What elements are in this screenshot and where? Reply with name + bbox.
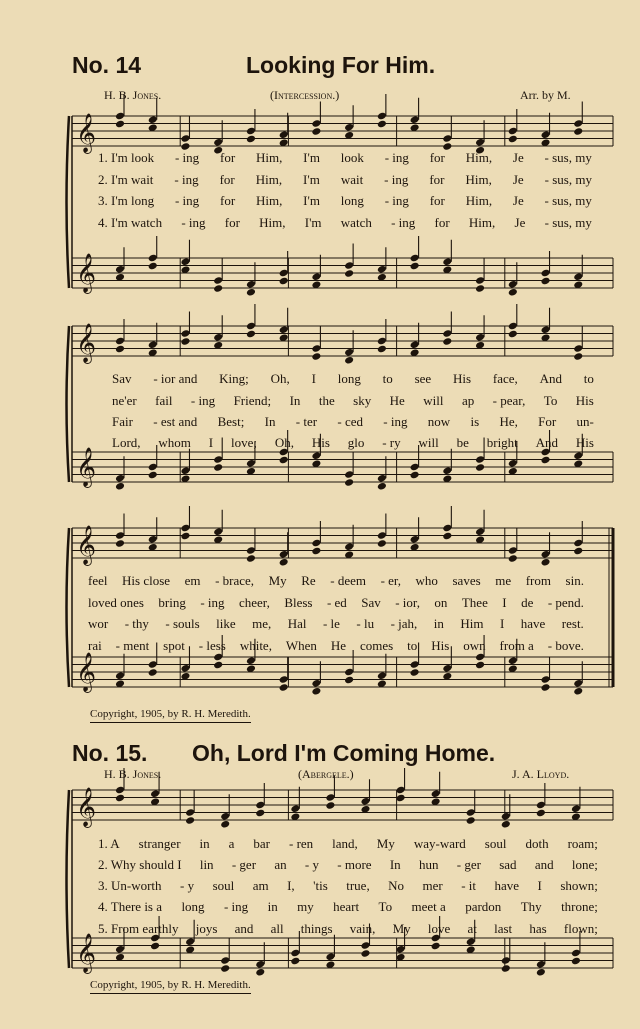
lyric-syllable: own [463, 638, 486, 653]
lyric-syllable: Je [512, 172, 524, 187]
lyric-syllable: - ing [190, 393, 216, 408]
lyric-syllable: I [502, 595, 507, 610]
lyric-syllable: way-ward [413, 836, 466, 851]
lyric-syllable: - ing [200, 595, 225, 610]
lyric-syllable: I [208, 435, 214, 450]
lyric-syllable: wait [340, 172, 364, 187]
lyric-syllable: In [264, 414, 276, 429]
lyric-syllable: - ing [174, 172, 199, 187]
lyric-syllable: joys [195, 921, 218, 936]
lyric-syllable: meet a [411, 899, 446, 914]
lyric-syllable: for [224, 215, 240, 230]
hymn-14-arranger: Arr. by M. [520, 88, 571, 102]
lyric-syllable: in [199, 836, 210, 851]
lyric-syllable: - jah, [390, 616, 418, 631]
lyric-syllable: - sus, my [544, 150, 592, 165]
lyric-syllable: my [297, 899, 314, 914]
lyric-syllable: sad [499, 857, 517, 872]
lyric-syllable: bright [486, 435, 518, 450]
lyric-syllable: soul [212, 878, 235, 893]
lyric-syllable: - ger [456, 857, 481, 872]
lyric-syllable: Him, [465, 193, 493, 208]
lyric-syllable: Him, [468, 215, 496, 230]
lyric-syllable: - it [461, 878, 477, 893]
lyric-syllable: - sus, my [544, 193, 592, 208]
lyric-syllable: Oh, [270, 371, 290, 386]
lyric-syllable: - ment [115, 638, 150, 653]
lyric-syllable: Thy [520, 899, 542, 914]
lyric-syllable: Bless [284, 595, 313, 610]
lyric-syllable: King; [219, 371, 249, 386]
lyric-syllable: - souls [165, 616, 200, 631]
lyric-syllable: for [219, 172, 235, 187]
lyric-syllable: 5. From earthly [98, 921, 179, 936]
lyric-syllable: roam; [567, 836, 598, 851]
svg-text:𝄞: 𝄞 [76, 933, 97, 973]
lyric-syllable: me [495, 573, 512, 588]
hymn-15-number: No. 15. [72, 740, 148, 766]
lyric-syllable: shown; [560, 878, 598, 893]
lyric-syllable: - ing [384, 150, 409, 165]
lyric-line [112, 393, 594, 409]
lyric-syllable: in [267, 899, 278, 914]
lyric-syllable: His [575, 393, 594, 408]
lyric-line [112, 435, 594, 451]
lyric-syllable: loved ones [88, 595, 144, 610]
lyric-syllable: I [311, 371, 316, 386]
lyric-syllable: I'm [303, 193, 320, 208]
lyric-syllable: And [539, 371, 562, 386]
lyric-syllable: - ter [295, 414, 318, 429]
lyric-syllable: love [427, 921, 451, 936]
lyric-syllable: lone; [571, 857, 598, 872]
lyric-syllable: from a [499, 638, 534, 653]
svg-text:𝄞: 𝄞 [76, 525, 97, 565]
lyric-syllable: He, [499, 414, 518, 429]
lyric-syllable: - ed [326, 595, 347, 610]
lyric-syllable: - ior and [153, 371, 198, 386]
lyric-syllable: No [388, 878, 405, 893]
lyric-syllable: un- [576, 414, 594, 429]
lyric-syllable: My [392, 921, 411, 936]
lyric-syllable: 2. Why should I [98, 857, 182, 872]
lyric-syllable: see [414, 371, 432, 386]
lyric-line [98, 215, 592, 231]
lyric-syllable: de [521, 595, 534, 610]
lyric-syllable: flown; [563, 921, 598, 936]
lyric-syllable: - ing [384, 193, 409, 208]
lyric-syllable: - ing [383, 414, 408, 429]
lyric-syllable: When [285, 638, 317, 653]
lyric-syllable: Him, [255, 193, 283, 208]
lyric-syllable: sin. [565, 573, 584, 588]
lyric-syllable: Friend; [233, 393, 272, 408]
lyric-syllable: for [429, 150, 445, 165]
lyric-syllable: And [535, 435, 559, 450]
lyric-syllable: glo [347, 435, 365, 450]
lyric-syllable: - ced [337, 414, 363, 429]
lyric-syllable: throne; [561, 899, 598, 914]
lyric-syllable: - sus, my [544, 172, 592, 187]
lyric-line [98, 878, 598, 894]
lyric-syllable: For [538, 414, 557, 429]
lyric-line [98, 836, 598, 852]
lyric-syllable: em [184, 573, 201, 588]
lyric-syllable: Fair [112, 414, 133, 429]
lyric-syllable: at [467, 921, 477, 936]
lyric-syllable: 3. Un-worth [98, 878, 162, 893]
lyric-syllable: - thy [124, 616, 149, 631]
lyric-syllable: I'm [304, 215, 322, 230]
lyric-syllable: comes [359, 638, 394, 653]
lyric-syllable: - pend. [547, 595, 584, 610]
svg-text:𝄞: 𝄞 [76, 253, 97, 293]
lyric-syllable: Him, [255, 172, 283, 187]
lyric-syllable: things [300, 921, 333, 936]
hymn-15-copyright: Copyright, 1905, by R. H. Meredith. [90, 979, 251, 991]
lyric-syllable: and [234, 921, 254, 936]
lyric-line [98, 857, 598, 873]
hymn-14-copyright: Copyright, 1905, by R. H. Meredith. [90, 708, 251, 720]
lyric-syllable: His close [122, 573, 171, 588]
lyric-syllable: Je [512, 193, 524, 208]
lyric-syllable: long [337, 371, 361, 386]
lyric-syllable: sky [353, 393, 372, 408]
lyric-syllable: will [418, 435, 439, 450]
lyric-syllable: - y [180, 878, 195, 893]
lyric-syllable: - le [322, 616, 340, 631]
lyric-syllable: - ing [181, 215, 206, 230]
lyric-syllable: bring [158, 595, 186, 610]
lyric-syllable: bar [253, 836, 270, 851]
lyric-syllable: He [330, 638, 347, 653]
lyric-syllable: Je [512, 150, 524, 165]
lyric-syllable: to [407, 638, 418, 653]
lyric-syllable: face, [492, 371, 518, 386]
lyric-syllable: for [219, 150, 236, 165]
lyric-syllable: I [499, 616, 505, 631]
hymn-14-tune: (Intercession.) [270, 88, 340, 102]
lyric-syllable: for [429, 193, 445, 208]
lyric-syllable: all [270, 921, 284, 936]
lyric-syllable: soul [484, 836, 507, 851]
svg-text:𝄞: 𝄞 [76, 652, 97, 692]
lyric-line [112, 414, 594, 430]
lyric-syllable: In [289, 393, 301, 408]
svg-text:𝄞: 𝄞 [76, 447, 97, 487]
lyric-syllable: Best; [217, 414, 245, 429]
lyric-syllable: white, [239, 638, 272, 653]
svg-text:𝄞: 𝄞 [76, 113, 97, 153]
lyric-syllable: rest. [561, 616, 584, 631]
lyric-syllable: for [434, 215, 450, 230]
lyric-syllable: mer [422, 878, 443, 893]
lyric-syllable: - ren [288, 836, 314, 851]
lyric-syllable: - y [304, 857, 319, 872]
lyric-line [88, 595, 584, 611]
lyric-syllable: - ry [382, 435, 401, 450]
lyric-syllable: - lu [356, 616, 375, 631]
lyric-syllable: - ing [174, 150, 200, 165]
lyric-syllable: I, [287, 878, 295, 893]
hymn-15-title: Oh, Lord I'm Coming Home. [192, 740, 496, 766]
lyric-syllable: like [216, 616, 236, 631]
lyric-syllable: - bove. [547, 638, 584, 653]
lyric-syllable: spot [163, 638, 185, 653]
lyric-syllable: Lord, [112, 435, 141, 450]
lyric-syllable: His [575, 435, 594, 450]
lyric-syllable: from [525, 573, 551, 588]
lyric-syllable: in [433, 616, 444, 631]
lyric-syllable: ne'er [112, 393, 137, 408]
lyric-line [98, 899, 598, 915]
lyric-syllable: Him, [465, 150, 493, 165]
lyric-syllable: Him, [255, 150, 283, 165]
lyric-line [98, 172, 592, 188]
lyric-syllable: 1. I'm look [98, 150, 155, 165]
lyric-syllable: doth [525, 836, 549, 851]
lyric-syllable: - brace, [215, 573, 255, 588]
lyric-syllable: last [494, 921, 513, 936]
lyric-syllable: - ing [384, 172, 409, 187]
lyric-syllable: - ger [231, 857, 257, 872]
lyric-syllable: I'm [303, 150, 320, 165]
lyric-syllable: on [434, 595, 448, 610]
lyric-syllable: - ing [223, 899, 249, 914]
lyric-syllable: In [389, 857, 401, 872]
lyric-syllable: Oh, [274, 435, 294, 450]
hymn-15-composer: J. A. Lloyd. [512, 767, 570, 781]
lyric-syllable: Him, [259, 215, 286, 230]
lyric-syllable: to [382, 371, 393, 386]
lyric-syllable: have [520, 616, 546, 631]
lyric-syllable: Sav [361, 595, 381, 610]
lyric-line [98, 921, 598, 937]
lyric-syllable: a [228, 836, 235, 851]
lyric-syllable: - ior, [395, 595, 420, 610]
svg-text:𝄞: 𝄞 [76, 787, 97, 827]
lyric-syllable: for [429, 172, 445, 187]
lyric-syllable: land, [332, 836, 358, 851]
lyric-syllable: hun [418, 857, 439, 872]
lyric-line [88, 616, 584, 632]
lyric-syllable: His [431, 638, 450, 653]
lyric-syllable: His [453, 371, 472, 386]
lyric-syllable: - sus, my [544, 215, 592, 230]
lyric-syllable: pardon [465, 899, 502, 914]
lyric-syllable: Thee [461, 595, 488, 610]
lyric-syllable: am [252, 878, 269, 893]
lyric-syllable: 2. I'm wait [98, 172, 154, 187]
lyric-syllable: rai [88, 638, 102, 653]
lyric-syllable: and [534, 857, 554, 872]
lyric-line [88, 638, 584, 654]
lyric-syllable: Re [301, 573, 316, 588]
lyric-line [88, 573, 584, 589]
lyric-syllable: wor [88, 616, 109, 631]
lyric-syllable: an [274, 857, 287, 872]
lyric-syllable: He [389, 393, 405, 408]
lyric-syllable: true, [346, 878, 370, 893]
lyric-syllable: My [376, 836, 395, 851]
lyric-syllable: fail [155, 393, 173, 408]
svg-text:𝄞: 𝄞 [76, 323, 97, 363]
lyric-syllable: - ing [174, 193, 200, 208]
lyric-syllable: 'tis [313, 878, 328, 893]
lyric-syllable: Him [460, 616, 484, 631]
lyric-syllable: now [427, 414, 451, 429]
lyric-syllable: for [219, 193, 236, 208]
lyric-line [112, 371, 594, 387]
lyric-syllable: I [537, 878, 542, 893]
lyric-line [98, 150, 592, 166]
hymn-14-title: Looking For Him. [246, 52, 436, 78]
lyric-syllable: Hal [287, 616, 307, 631]
lyric-syllable: Him, [465, 172, 492, 187]
lyric-syllable: 4. I'm watch [98, 215, 163, 230]
lyric-line [98, 193, 592, 209]
hymn-15-tune: (Abergele.) [298, 767, 354, 781]
lyric-syllable: will [423, 393, 444, 408]
lyric-syllable: have [494, 878, 520, 893]
lyric-syllable: saves [452, 573, 481, 588]
lyric-syllable: His [311, 435, 330, 450]
lyric-syllable: 1. A [98, 836, 120, 851]
lyric-syllable: feel [88, 573, 108, 588]
lyric-syllable: lin [199, 857, 214, 872]
lyric-syllable: stranger [138, 836, 181, 851]
lyric-syllable: cheer, [238, 595, 270, 610]
lyric-syllable: - deem [330, 573, 366, 588]
lyric-syllable: My [268, 573, 287, 588]
lyric-syllable: To [543, 393, 558, 408]
lyric-syllable: love; [230, 435, 257, 450]
lyric-syllable: I'm [303, 172, 320, 187]
lyric-syllable: 4. There is a [98, 899, 163, 914]
lyric-syllable: watch [340, 215, 372, 230]
lyric-syllable: to [583, 371, 594, 386]
lyric-syllable: whom [158, 435, 191, 450]
lyric-syllable: heart [333, 899, 360, 914]
lyric-syllable: look [340, 150, 364, 165]
lyric-syllable: - er, [380, 573, 401, 588]
lyric-syllable: - less [198, 638, 226, 653]
lyric-syllable: - pear, [492, 393, 526, 408]
lyric-syllable: Sav [112, 371, 132, 386]
lyric-syllable: Je [514, 215, 526, 230]
lyric-syllable: be [456, 435, 469, 450]
lyric-syllable: - more [337, 857, 372, 872]
lyric-syllable: vain, [349, 921, 376, 936]
lyric-syllable: long [340, 193, 364, 208]
lyric-syllable: me, [252, 616, 272, 631]
hymn-14-number: No. 14 [72, 52, 142, 78]
lyric-syllable: has [529, 921, 547, 936]
lyric-syllable: is [470, 414, 480, 429]
lyric-syllable: - ing [391, 215, 416, 230]
lyric-syllable: To [378, 899, 393, 914]
lyric-syllable: ap [461, 393, 475, 408]
hymn-15-author: H. B. Jones. [104, 767, 162, 781]
lyric-syllable: who [415, 573, 438, 588]
lyric-syllable: 3. I'm long [98, 193, 155, 208]
lyric-syllable: the [318, 393, 335, 408]
hymn-14-author: H. B. Jones. [104, 88, 162, 102]
lyric-syllable: long [181, 899, 205, 914]
lyric-syllable: - est and [153, 414, 198, 429]
